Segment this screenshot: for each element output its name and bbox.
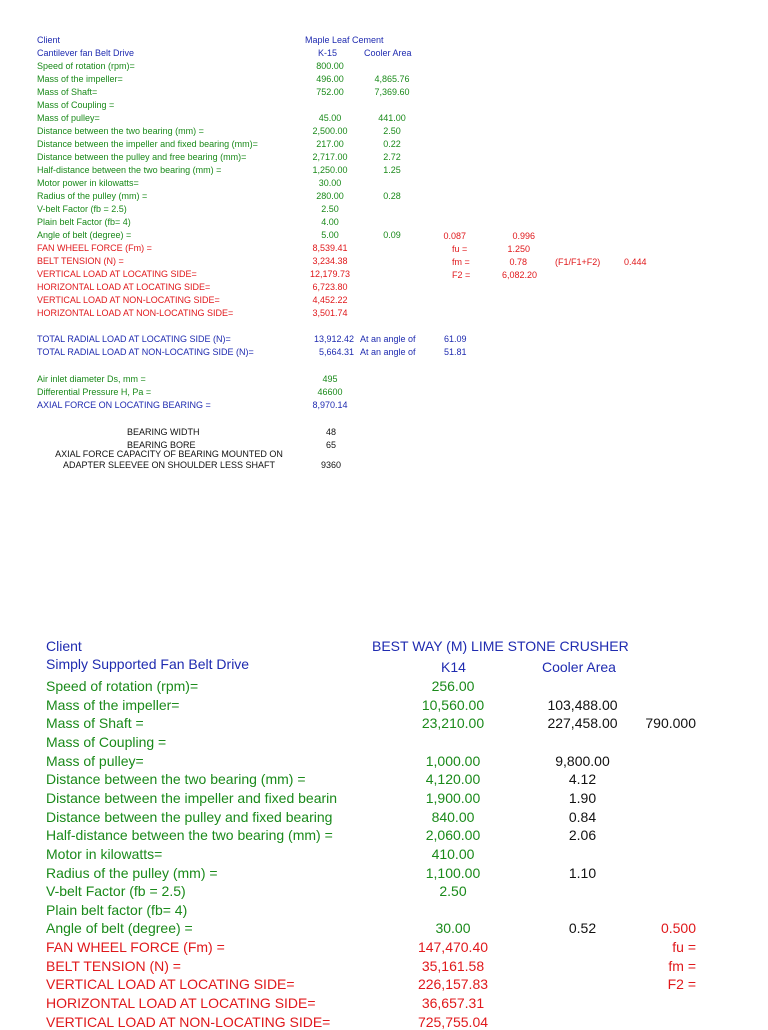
top-row-label: Motor power in kilowatts=	[37, 178, 139, 188]
top-row-value: 3,501.74	[312, 308, 348, 318]
axial-force-label: AXIAL FORCE ON LOCATING BEARING =	[37, 400, 211, 410]
total-radial-locating-angle: 61.09	[444, 334, 467, 344]
top-row-col2: 441.00	[378, 113, 406, 123]
bottom-row-col3: 790.000	[645, 715, 696, 732]
bottom-row-col2: 0.84	[568, 808, 597, 825]
differential-pressure-value: 46600	[317, 387, 343, 397]
bottom-row-value: 1,100.00	[425, 864, 481, 881]
bottom-row-value: 36,657.31	[421, 995, 485, 1012]
bottom-row-label: Speed of rotation (rpm)=	[46, 678, 199, 694]
top-row-label: V-belt Factor (fb = 2.5)	[37, 204, 127, 214]
bottom-row-label: Half-distance between the two bearing (mm) =	[46, 827, 333, 844]
bottom-row-label: VERTICAL LOAD AT NON-LOCATING SIDE=	[46, 1013, 331, 1030]
bottom-row-col3: 0.500	[660, 920, 696, 937]
top-row-value: 2,500.00	[312, 126, 348, 136]
top-area: Cooler Area	[364, 48, 412, 58]
top-row-col2: 2.72	[383, 152, 401, 162]
top-row-col2: 0.28	[383, 191, 401, 201]
total-radial-nonlocating-label: TOTAL RADIAL LOAD AT NON-LOCATING SIDE (N)=	[37, 347, 254, 357]
bottom-row-col2: 0.52	[568, 920, 597, 937]
total-radial-nonlocating-angle: 51.81	[444, 347, 467, 357]
bottom-row-label: Plain belt factor (fb= 4)	[46, 901, 188, 918]
bottom-client-label: Client	[46, 638, 82, 654]
bottom-row-label: Motor in kilowatts=	[46, 845, 163, 862]
air-inlet-label: Air inlet diameter Ds, mm =	[37, 374, 146, 384]
top-ratio-value: 0.444	[624, 257, 647, 267]
top-row-label: Distance between the pulley and free bearing (mm)=	[37, 152, 247, 162]
bottom-row-col2: 227,458.00	[547, 715, 618, 732]
bottom-client-name: BEST WAY (M) LIME STONE CRUSHER	[372, 638, 629, 654]
bottom-row-label: VERTICAL LOAD AT LOCATING SIDE=	[46, 976, 295, 993]
top-client-label: Client	[37, 35, 61, 45]
top-row-value: 3,234.38	[312, 256, 348, 266]
top-row-label: VERTICAL LOAD AT LOCATING SIDE=	[37, 269, 197, 279]
top-row-value: 12,179.73	[309, 269, 351, 279]
top-row-label: Mass of the impeller=	[37, 74, 123, 84]
bottom-row-label: V-belt Factor (fb = 2.5)	[46, 883, 186, 900]
differential-pressure-label: Differential Pressure H, Pa =	[37, 387, 152, 397]
top-drive-label: Cantilever fan Belt Drive	[37, 48, 135, 58]
top-row-label: VERTICAL LOAD AT NON-LOCATING SIDE=	[37, 295, 220, 305]
top-row-label: Distance between the two bearing (mm) =	[37, 126, 204, 136]
top-row-label: BELT TENSION (N) =	[37, 256, 124, 266]
bottom-area: Cooler Area	[542, 659, 616, 675]
bottom-row-col3: fm =	[668, 957, 696, 974]
top-row-col2: 4,865.76	[374, 74, 410, 84]
top-row-value: 45.00	[318, 113, 342, 123]
bottom-row-col3: F2 =	[667, 976, 696, 993]
bottom-row-value: 147,470.40	[417, 939, 489, 956]
bottom-row-label: Distance between the two bearing (mm) =	[46, 771, 306, 788]
bottom-row-value: 2.50	[439, 883, 467, 900]
bottom-row-value: 2,060.00	[425, 827, 481, 844]
total-radial-locating-value: 13,912.42	[313, 334, 354, 344]
top-row-col2: 1.25	[383, 165, 401, 175]
top-f2-value: 6,082.20	[501, 270, 537, 280]
bottom-row-value: 410.00	[431, 845, 475, 862]
top-row-label: Radius of the pulley (mm) =	[37, 191, 148, 201]
top-row-value: 2,717.00	[312, 152, 348, 162]
top-row-label: Half-distance between the two bearing (mm) =	[37, 165, 222, 175]
top-row-value: 217.00	[316, 139, 344, 149]
bearing-width-value: 48	[325, 427, 336, 437]
top-row-col2: 7,369.60	[374, 87, 410, 97]
top-row-label: Mass of Coupling =	[37, 100, 115, 110]
top-row-col2: 2.50	[383, 126, 401, 136]
bottom-row-value: 256.00	[431, 678, 475, 694]
bottom-row-col2: 1.90	[568, 789, 597, 806]
top-row-value: 6,723.80	[312, 282, 348, 292]
top-ratio-label: (F1/F1+F2)	[555, 257, 601, 267]
top-side-v1: 0.087	[443, 231, 466, 241]
bottom-row-value: 725,755.04	[417, 1013, 489, 1030]
bottom-row-label: Distance between the pulley and fixed bearing	[46, 808, 333, 825]
top-row-label: Mass of pulley=	[37, 113, 100, 123]
bearing-bore-value: 65	[325, 440, 336, 450]
top-row-label: FAN WHEEL FORCE (Fm) =	[37, 243, 152, 253]
total-radial-locating-label: TOTAL RADIAL LOAD AT LOCATING SIDE (N)=	[37, 334, 231, 344]
top-client-name: Maple Leaf Cement	[305, 35, 384, 45]
top-row-label: HORIZONTAL LOAD AT NON-LOCATING SIDE=	[37, 308, 234, 318]
top-row-value: 2.50	[321, 204, 339, 214]
total-radial-nonlocating-value: 5,664.31	[318, 347, 354, 357]
top-row-col2: 0.22	[383, 139, 401, 149]
total-radial-nonlocating-angle-label: At an angle of	[360, 347, 416, 357]
bottom-row-col2: 1.10	[568, 864, 597, 881]
top-row-value: 800.00	[316, 61, 344, 71]
top-fu-value: 1.250	[507, 244, 530, 254]
total-radial-locating-angle-label: At an angle of	[360, 334, 416, 344]
bottom-row-value: 35,161.58	[421, 957, 485, 974]
bearing-width-label: BEARING WIDTH	[127, 427, 200, 437]
top-kiln: K-15	[318, 48, 338, 58]
top-row-value: 1,250.00	[312, 165, 348, 175]
air-inlet-value: 495	[322, 374, 338, 384]
top-fm-value: 0.78	[509, 257, 527, 267]
bottom-row-label: Angle of belt (degree) =	[46, 920, 193, 937]
top-f2-label: F2 =	[452, 270, 471, 280]
bottom-row-col2: 103,488.00	[547, 696, 618, 713]
bottom-row-value: 1,000.00	[425, 752, 481, 769]
top-row-label: Angle of belt (degree) =	[37, 230, 132, 240]
bottom-row-value: 840.00	[431, 808, 475, 825]
bottom-row-label: BELT TENSION (N) =	[46, 957, 181, 974]
top-row-col2: 0.09	[383, 230, 401, 240]
top-fm-label: fm =	[452, 257, 470, 267]
top-row-value: 280.00	[316, 191, 344, 201]
axial-force-value: 8,970.14	[312, 400, 348, 410]
top-row-value: 4,452.22	[312, 295, 348, 305]
top-row-value: 496.00	[316, 74, 344, 84]
top-row-value: 8,539.41	[312, 243, 348, 253]
top-row-value: 4.00	[321, 217, 339, 227]
bottom-row-value: 1,900.00	[425, 789, 481, 806]
top-row-value: 5.00	[321, 230, 339, 240]
bottom-row-col2: 4.12	[568, 771, 597, 788]
top-row-label: HORIZONTAL LOAD AT LOCATING SIDE=	[37, 282, 211, 292]
bottom-row-col2: 9,800.00	[555, 752, 610, 769]
bottom-row-label: HORIZONTAL LOAD AT LOCATING SIDE=	[46, 995, 316, 1012]
bottom-row-label: Distance between the impeller and fixed bearin	[46, 789, 338, 806]
bottom-row-label: Mass of pulley=	[46, 752, 144, 769]
bottom-drive-label: Simply Supported Fan Belt Drive	[46, 656, 250, 672]
bottom-row-value: 23,210.00	[421, 715, 485, 732]
top-row-label: Speed of rotation (rpm)=	[37, 61, 135, 71]
top-row-label: Plain belt Factor (fb= 4)	[37, 217, 131, 227]
bearing-bore-label: BEARING BORE	[127, 440, 196, 450]
axial-capacity-value: 9360	[320, 460, 342, 470]
bottom-row-col2: 2.06	[568, 827, 597, 844]
top-row-label: Mass of Shaft=	[37, 87, 98, 97]
top-row-label: Distance between the impeller and fixed bearing (mm)=	[37, 139, 258, 149]
bottom-row-label: Radius of the pulley (mm) =	[46, 864, 218, 881]
bottom-row-label: Mass of Shaft =	[46, 715, 144, 732]
top-side-v2: 0.996	[512, 231, 535, 241]
top-fu-label: fu =	[452, 244, 468, 254]
bottom-kiln: K14	[441, 659, 466, 675]
axial-capacity-label: AXIAL FORCE CAPACITY OF BEARING MOUNTED ON ADAPTER SLEEVEE ON SHOULDER LESS SHAFT	[55, 449, 283, 470]
bottom-row-value: 226,157.83	[417, 976, 489, 993]
bottom-row-label: Mass of Coupling =	[46, 733, 167, 750]
bottom-row-value: 10,560.00	[421, 696, 485, 713]
bottom-row-col3: fu =	[672, 939, 696, 956]
top-row-value: 30.00	[318, 178, 342, 188]
bottom-row-label: FAN WHEEL FORCE (Fm) =	[46, 939, 225, 956]
bottom-row-value: 4,120.00	[425, 771, 481, 788]
top-row-value: 752.00	[316, 87, 344, 97]
bottom-row-value: 30.00	[435, 920, 471, 937]
bottom-row-label: Mass of the impeller=	[46, 696, 180, 713]
